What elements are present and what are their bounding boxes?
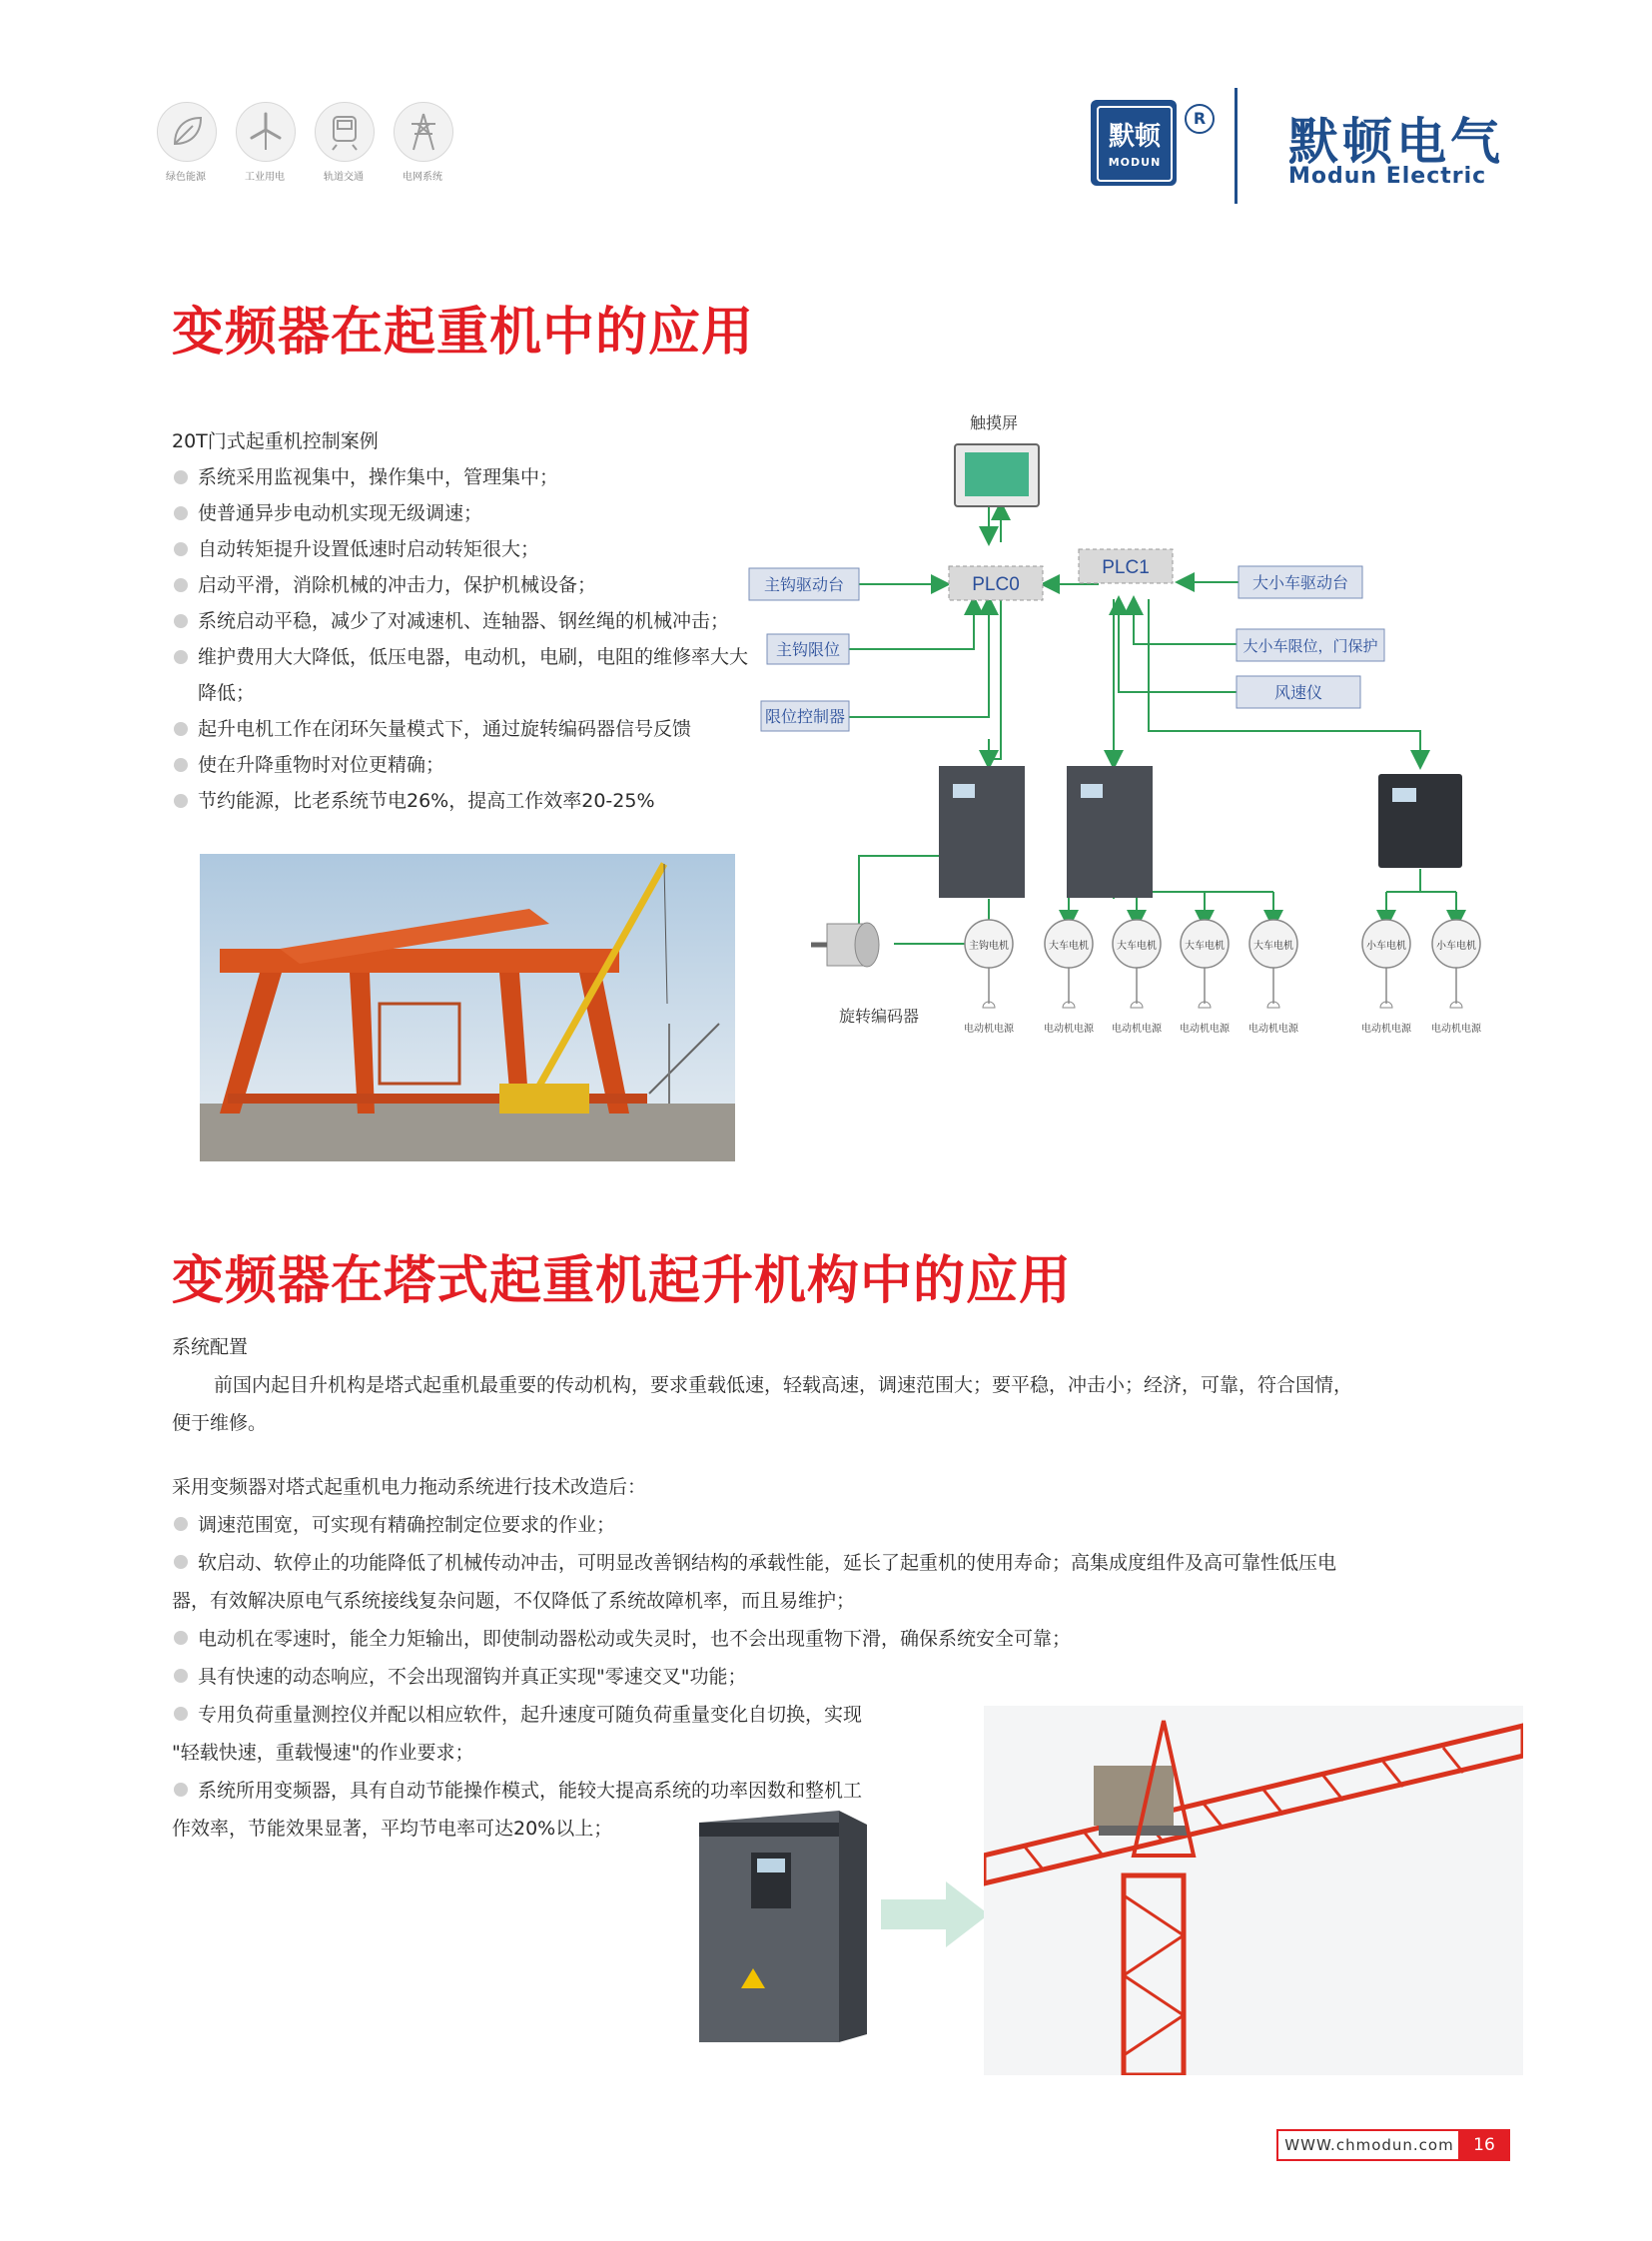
config-heading: 系统配置 [172, 1336, 249, 1358]
motor-label: 大车电机 [1185, 941, 1225, 952]
limit-controller-label: 限位控制器 [764, 707, 846, 726]
inverter-photo [689, 1803, 879, 2052]
list-item-continuation: "轻载快速，重载慢速"的作业要求； [172, 1742, 474, 1764]
list-item: 系统采用监视集中，操作集中，管理集中； [172, 459, 761, 495]
brand-logo [1091, 100, 1177, 186]
motor-label: 大车电机 [1253, 941, 1293, 952]
motor-power-label: 电动机电源 [1112, 1024, 1162, 1035]
list-item: 系统所用变频器，具有自动节能操作模式，能较大提高系统的功率因数和整机工 [172, 1772, 1510, 1810]
touchscreen-label: 触摸屏 [969, 413, 1019, 432]
list-item: 自动转矩提升设置低速时启动转矩很大； [172, 531, 761, 567]
motor-label: 小车电机 [1436, 941, 1476, 952]
page-number: 16 [1458, 2129, 1510, 2161]
icon-label: 轨道交通 [324, 172, 364, 183]
registered-mark: R [1185, 104, 1215, 134]
trolley-console-label: 大小车驱动台 [1251, 573, 1349, 592]
intro-line: 前国内起目升机构是塔式起重机最重要的传动机构，要求重载低速，轻载高速，调速范围大；要平稳，冲击小；经济，可靠，符合国情， [214, 1374, 1353, 1396]
list-item: 软启动、软停止的功能降低了机械传动冲击，可明显改善钢结构的承载性能，延长了起重机的使用寿命；高集成度组件及高可靠性低压电 [172, 1544, 1510, 1582]
plc0-label: PLC0 [972, 574, 1020, 595]
motor-power-label: 电动机电源 [1248, 1024, 1298, 1035]
logo-cn: 默顿 [1108, 122, 1161, 152]
list-item: 维护费用大大降低，低压电器，电动机，电刷，电阻的维修率大大降低； [172, 639, 761, 711]
section1-bullets [172, 459, 761, 819]
power-tower-icon [394, 102, 453, 162]
icon-label: 绿色能源 [166, 172, 206, 183]
anemometer-label: 风速仪 [1273, 683, 1323, 702]
list-item: 具有快速的动态响应，不会出现溜钩并真正实现"零速交叉"功能； [172, 1658, 1510, 1696]
section2-title: 变频器在塔式起重机起升机构中的应用 [172, 1251, 1073, 1311]
tower-crane-photo [984, 1706, 1523, 2075]
list-item: 使在升降重物时对位更精确； [172, 747, 761, 783]
case-title: 20T门式起重机控制案例 [172, 430, 379, 452]
icon-label: 工业用电 [245, 172, 285, 183]
motor-power-label: 电动机电源 [1044, 1024, 1094, 1035]
list-item: 节约能源，比老系统节电26%，提高工作效率20-25% [172, 783, 761, 819]
motor-label: 小车电机 [1366, 941, 1406, 952]
motor-power-label: 电动机电源 [1361, 1024, 1411, 1035]
brand-name-cn: 默顿电气 [1288, 113, 1504, 171]
motor-0 [964, 920, 1015, 1035]
wind-turbine-icon [236, 102, 296, 162]
leaf-icon [157, 102, 217, 162]
main-hook-console-label: 主钩驱动台 [763, 575, 845, 594]
control-diagram [739, 404, 1623, 1094]
motor-3 [1180, 920, 1231, 1035]
list-item: 电动机在零速时，能全力矩输出，即使制动器松动或失灵时，也不会出现重物下滑，确保系统安全可靠； [172, 1620, 1510, 1658]
arrow-icon [881, 1879, 991, 1949]
gantry-crane-photo [200, 854, 735, 1161]
intro-line: 便于维修。 [172, 1412, 268, 1434]
brand-name-en: Modun Electric [1288, 164, 1487, 189]
list-item: 调速范围宽，可实现有精确控制定位要求的作业； [172, 1506, 1510, 1544]
motor-4 [1248, 920, 1299, 1035]
motor-power-label: 电动机电源 [1431, 1024, 1481, 1035]
list-item: 专用负荷重量测控仪并配以相应软件，起升速度可随负荷重量变化自切换，实现 [172, 1696, 1510, 1734]
section1-title: 变频器在起重机中的应用 [172, 303, 755, 363]
list-item: 启动平滑，消除机械的冲击力，保护机械设备； [172, 567, 761, 603]
motor-label: 大车电机 [1049, 941, 1089, 952]
header-divider [1235, 88, 1238, 204]
motor-label: 大车电机 [1117, 941, 1157, 952]
motor-power-label: 电动机电源 [964, 1024, 1014, 1035]
list-item-continuation: 器，有效解决原电气系统接线复杂问题，不仅降低了系统故障机率，而且易维护； [172, 1590, 856, 1612]
motor-2 [1112, 920, 1163, 1035]
motor-1 [1044, 920, 1095, 1035]
train-icon [315, 102, 375, 162]
encoder-label: 旋转编码器 [839, 1007, 920, 1026]
after-heading: 采用变频器对塔式起重机电力拖动系统进行技术改造后： [172, 1476, 647, 1498]
list-item-continuation: 作效率，节能效果显著，平均节电率可达20%以上； [172, 1818, 613, 1840]
motor-6 [1431, 920, 1482, 1035]
motor-label: 主钩电机 [969, 941, 1009, 952]
motor-5 [1361, 920, 1412, 1035]
website-link[interactable]: WWW.chmodun.com [1276, 2129, 1460, 2161]
motor-power-label: 电动机电源 [1180, 1024, 1230, 1035]
list-item: 使普通异步电动机实现无级调速； [172, 495, 761, 531]
list-item: 起升电机工作在闭环矢量模式下，通过旋转编码器信号反馈 [172, 711, 761, 747]
list-item: 系统启动平稳，减少了对减速机、连轴器、钢丝绳的机械冲击； [172, 603, 761, 639]
trolley-limit-label: 大小车限位，门保护 [1242, 637, 1378, 655]
main-hook-limit-label: 主钩限位 [775, 640, 841, 659]
plc1-label: PLC1 [1102, 557, 1150, 578]
icon-label: 电网系统 [403, 172, 442, 183]
logo-en: MODUN [1108, 156, 1162, 169]
